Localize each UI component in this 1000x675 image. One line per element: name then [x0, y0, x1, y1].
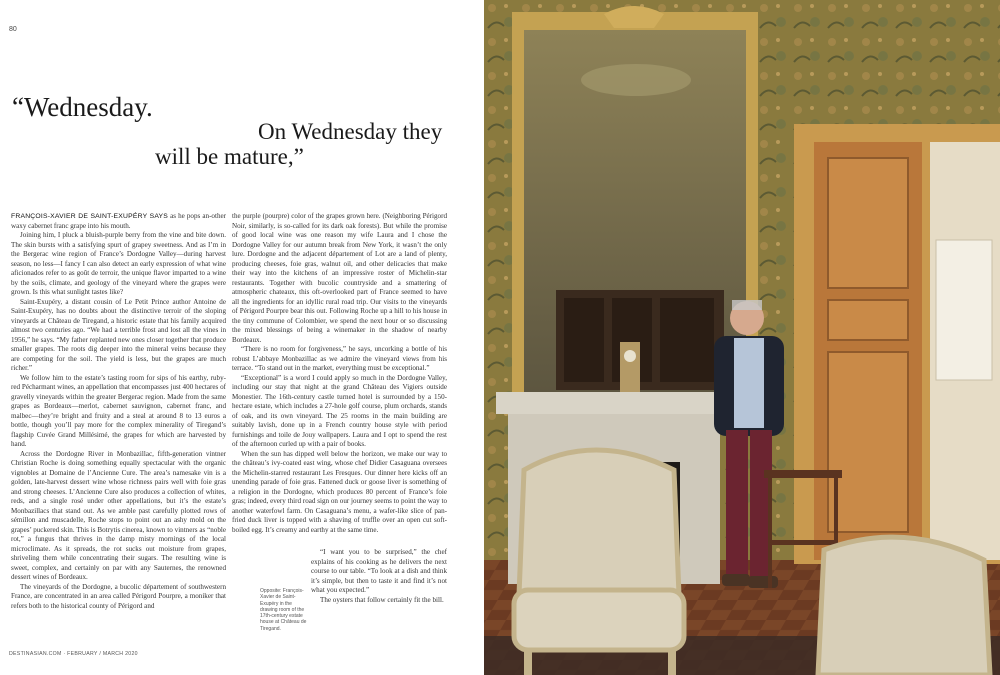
article-column-1: [11, 212, 226, 611]
fireplace-mantel: [496, 392, 732, 414]
article-paragraph: The vineyards of the Dordogne, a bucolic département of southwestern France, are concentrated in an area called Périgord Pourpre, a moniker that refers both to the historical county of Périgord and: [11, 582, 226, 610]
article-lead: FRANÇOIS-XAVIER DE SAINT-EXUPÉRY SAYS: [11, 213, 169, 220]
page-footer: DESTINASIAN.COM · FEBRUARY / MARCH 2020: [9, 651, 138, 657]
article-paragraph: When the sun has dipped well below the horizon, we make our way to the château’s ivy-coated east wing, whose chef Didier Casaguana oversees the Michelin-starred restaurant Les Fresques. Our dinner here kicks off an unending parade of foie gras. Fattened duck or goose liver is something of a religion in the Dordogne, which produces 80 percent of France’s foie gras; indeed, every third road sign on our journey seems to point the way to another waterfowl farm. On Casaguana’s menu, a wafer-like slice of pan-fried duck liver is topped with a shaving of truffle over an open cut soft-boiled egg. It’s creamy and earthy at the same time.: [232, 449, 447, 534]
article-paragraph: the purple (pourpre) color of the grapes grown here. (Neighboring Périgord Noir, similarly, is so-called for its dark oak forests). But while the promise of good local wine was one reason my wife Laura and I chose the Dordogne Valley for our autumn break from New York, it wasn’t the only lure. Dordogne and the adjacent département of Lot are a land of plenty, producing cheeses, foie gras, walnut oil, and other delicacies that make their way into the kitchens of an impressive roster of Michelin-star restaurants. Together with bucolic countryside and a smattering of atmospheric chateaux, this oft-overlooked part of France seemed to have all the ingredients for an idyllic rural road trip. Our visits to the vineyards of Périgord Pourpre bear this out. Following Roche up a hill to his house in the tiny commune of Colombier, we spend the next hour or so discussing the mixed blessings of being a winemaker in the shadow of nearby Bordeaux.: [232, 212, 447, 344]
pull-quote-line-1: “Wednesday.: [12, 92, 153, 122]
article-column-2-bottom: [311, 548, 447, 605]
article-paragraph: “Exceptional” is a word I could apply so much in the Dordogne Valley, including our stay that night at the grand Château des Vigiers outside Monestier. The 16th-century castle turned hotel is surrounded by a 150-hectare estate, which includes a 27-hole golf course, plum orchards, stands of oak, and its own vineyard. The 25 rooms in the main building are suitably lavish, done up in a French country house style with period furnishings and toile de Jouy wallpapers. Laura and I opt to spend the rest of the afternoon curled up with a pair of books.: [232, 373, 447, 448]
page-number: 80: [9, 26, 17, 33]
article-paragraph: Saint-Exupéry, a distant cousin of Le Petit Prince author Antoine de Saint-Exupéry, has no doubts about the distinctive terroir of the sloping vineyards at Château de Tiregand, a historic estate that his family acquired almost two centuries ago. “We had a terrible frost and lost all the vines in 1956,” he says. “My father replanted new ones closer together that produce smaller grapes. The roots dig deeper into the mineral veins because they are competing for the soil. The yield is less, but the grapes are much richer.”: [11, 297, 226, 372]
pull-quote-line-2: On Wednesday they: [258, 119, 443, 144]
photo-caption: Opposite: François-Xavier de Saint-Exupéry in the drawing room of the 17th-century estate house at Château de Tiregand.: [260, 588, 307, 632]
mantel-clock: [620, 342, 640, 392]
photo-illustration: [484, 0, 1000, 675]
article-column-2: [232, 212, 447, 535]
drawing-room-photo: [484, 0, 1000, 675]
text-page: [0, 0, 484, 675]
article-paragraph: “I want you to be surprised,” the chef explains of his cooking as he delivers the next course to our table. “To look at a dish and think it’s simple, but then to taste it and find it’s not what you expected.”: [311, 548, 447, 594]
article-paragraph: The oysters that follow certainly fit the bill.: [320, 595, 444, 604]
pull-quote-line-3: will be mature,”: [155, 144, 304, 169]
article-paragraph: Joining him, I pluck a bluish-purple berry from the vine and bite down. The skin bursts with a satisfying spurt of grapey sweetness. And as I’m in the Bergerac wine region of France’s Dordogne Valley—during harvest season, no less—I fancy I can also detect an early expression of what wine aficionados refer to as goût de terroir, the unique flavor imparted to a wine by the soils, climate, and geology of the vineyard where the grapes were grown. Is this what sunlight tastes like?: [11, 231, 226, 296]
ceiling-ornament-reflection: [581, 64, 691, 96]
side-table: [764, 470, 842, 478]
article-lead-rest: as he pops an-other waxy cabernet franc grape into his mouth.: [11, 212, 227, 230]
armchair-left: [514, 450, 684, 675]
article-paragraph: “There is no room for forgiveness,” he says, uncorking a bottle of his robust L’abbaye Monbazillac as we admire the vineyard views from his terrace. “To stand out in the market, everything must be exceptional.”: [232, 345, 447, 372]
article-paragraph: Across the Dordogne River in Monbazillac, fifth-generation vintner Christian Roche is doing something equally spectacular with the organic vignobles at Domaine de l’Ancienne Cure. The area’s namesake vin is a golden, late-harvest dessert wine whose richness pairs well with foie gras and strong cheeses. L’Ancienne Cure also produces a collection of whites, reds, and a single rosé under other appellations, but it’s the estate’s Monbazillacs that stand out. As we amble past carefully plotted rows of sémillon and muscadelle, Roche stops to point out an ashy mold on the grapes’ puckered skin. This is Botrytis cinerea, known to vintners as “noble rot,” a fungus that thrives in the damp misty mornings of the local microclimate. As it spreads, the rot sucks out moisture from grapes, shriveling them while concentrating their sugars. The resulting wine is sweet, complex, and certainly on par with any Sauternes, the renowned dessert wines of Bordeaux.: [11, 449, 226, 581]
armchair-right: [818, 537, 990, 675]
article-paragraph: We follow him to the estate’s tasting room for sips of his earthy, ruby-red Pécharmant wines, an appellation that encompasses just 400 hectares of gravelly vineyards within the greater Bergerac region. Made from the same grapes as Bordeaux—merlot, cabernet sauvignon, cabernet franc, and malbec—they’re bright and fruity and a steal at around 8 to 13 euros a bottle, though you’ll pay more for the complex minerality of Tiregand’s flagship Cuvée Grand Millésimé, the grapes for which are harvested by hand.: [11, 373, 226, 448]
article-lead-paragraph: [11, 212, 226, 231]
